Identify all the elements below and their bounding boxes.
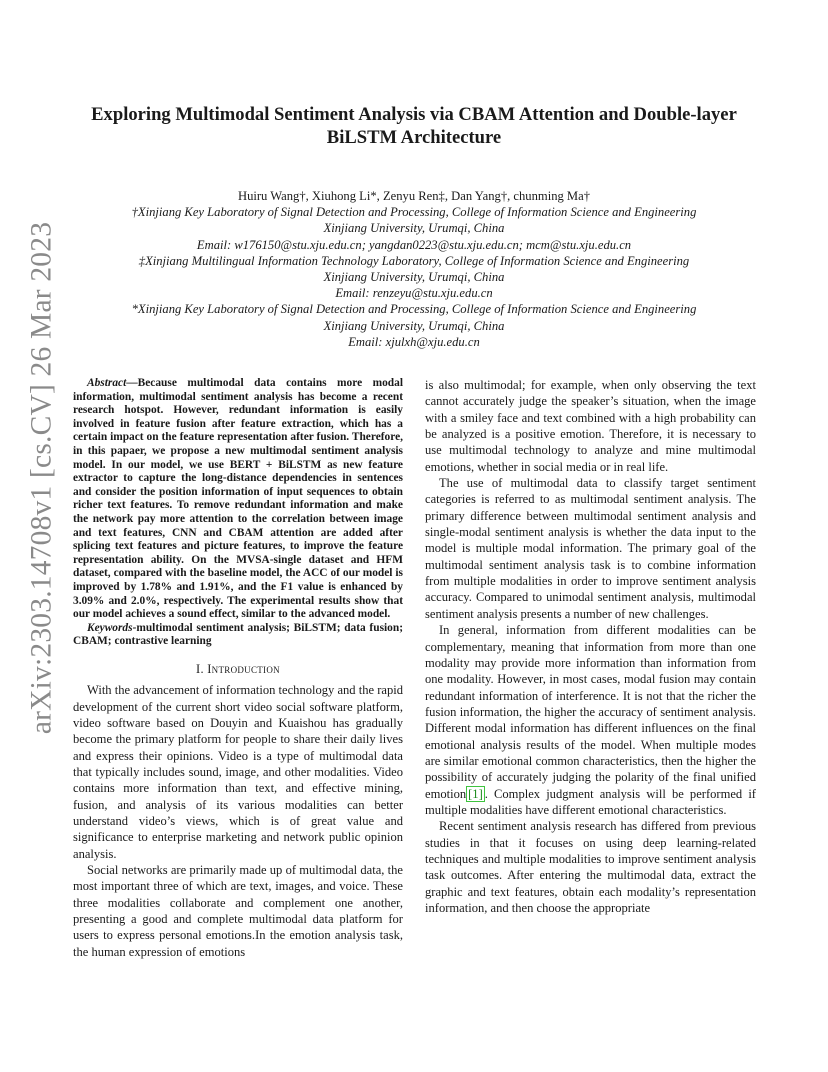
- paragraph-4-text-end: . Complex judgment analysis will be performed if multiple modalities have different emotional characteristics.: [425, 786, 756, 817]
- affiliation-3-email: Email: xjulxh@xju.edu.cn: [348, 334, 480, 349]
- paper-title: Exploring Multimodal Sentiment Analysis via CBAM Attention and Double-layer BiLSTM Architecture: [91, 104, 737, 148]
- keywords-label: Keywords-: [87, 621, 137, 634]
- affiliation-2-email: Email: renzeyu@stu.xju.edu.cn: [335, 286, 493, 301]
- affiliation-2-line-1: ‡Xinjiang Multilingual Information Technology Laboratory, College of Information Science and Engineering: [138, 253, 690, 268]
- affiliation-3-line-1: *Xinjiang Key Laboratory of Signal Detection and Processing, College of Information Science and Engineering: [131, 302, 697, 317]
- arxiv-id-text: arXiv:2303.14708v1 [cs.CV] 26 Mar 2023: [25, 221, 58, 735]
- affiliation-1-email: Email: w176150@stu.xju.edu.cn; yangdan0223@stu.xju.edu.cn; mcm@stu.xju.edu.cn: [196, 237, 632, 252]
- left-column: [73, 377, 403, 960]
- paragraph-continuation: is also multimodal; for example, when only observing the text cannot accurately judge the speaker’s situation, when the image with a smiley face and text combined with a high probability can be analyzed is a positive emotion. Therefore, it is necessary to use multimodal technology to analyze and mine multimodal emotions, whether in social media or in real life.: [425, 378, 756, 474]
- intro-paragraph-4: [425, 622, 756, 818]
- abstract-label: Abstract: [87, 377, 127, 389]
- keywords-text: multimodal sentiment analysis; BiLSTM; data fusion; CBAM; contrastive learning: [73, 621, 403, 648]
- author-list: Huiru Wang†, Xiuhong Li*, Zenyu Ren‡, Dan Yang†, chunming Ma†: [237, 189, 591, 203]
- affiliation-2-line-2: Xinjiang University, Urumqi, China: [323, 270, 505, 285]
- citation-link-1[interactable]: [1]: [468, 786, 483, 801]
- affiliation-3-line-2: Xinjiang University, Urumqi, China: [323, 318, 505, 333]
- affiliation-1-line-1: †Xinjiang Key Laboratory of Signal Detection and Processing, College of Information Science and Engineering: [131, 205, 697, 220]
- abstract-text: —Because multimodal data contains more modal information, multimodal sentiment analysis has become a recent research hotspot. However, redundant information is easily involved in feature fusion after feature extraction, which has a certain impact on the feature representation after fusion. Therefore, in this papaer, we propose a new multimodal sentiment analysis model. In our model, we use BERT + BiLSTM as new feature extractor to capture the long-distance dependencies in sentences and consider the position information of input sequences to obtain richer text features. To remove redundant information and make the network pay more attention to the correlation between image and text features, CNN and CBAM attention are added after splicing text features and picture features, to improve the feature representation ability. On the MVSA-single dataset and HFM dataset, compared with the baseline model, the ACC of our model is improved by 1.78% and 1.91%, and the F1 value is enhanced by 3.09% and 2.0%, respectively. The experimental results show that our model achieves a sound effect, similar to the advanced model.: [73, 377, 403, 621]
- intro-paragraph-3: The use of multimodal data to classify target sentiment categories is referred to as multimodal sentiment analysis. The primary difference between multimodal sentiment analysis and single-modal sentiment analysis is whether the data input to the model is multiple modal information. The primary goal of the multimodal sentiment analysis task is to combine information from multiple modalities in order to improve sentiment analysis accuracy. Compared to unimodal sentiment analysis, multimodal sentiment analysis presents a number of new challenges.: [425, 476, 756, 621]
- keywords: [73, 622, 403, 649]
- intro-paragraph-5: Recent sentiment analysis research has differed from previous studies in that it focuses on using deep learning-related techniques and multiple modalities to improve sentiment analysis task outcomes. After entering the multimodal data, extract the graphic and text features, obtain each modality’s representation information, and then choose the appropriate: [425, 819, 756, 915]
- right-column: [425, 377, 756, 916]
- abstract: [73, 377, 403, 622]
- section-heading-introduction: I. Introduction: [196, 661, 280, 676]
- intro-paragraph-1: With the advancement of information technology and the rapid development of the current short video social software platform, video software based on Douyin and Kuaishou has gradually become the primary platform for people to share their daily lives and express their opinions. Video is a type of multimodal data that typically includes sound, image, and other modalities. Video contains more information than text, and effective mining, fusion, and analysis of its various modalities can better understand video’s views, which is of great value and significance to enterprise marketing and network public opinion analysis.: [73, 683, 403, 861]
- arxiv-identifier: [0, 0, 84, 1072]
- paragraph-4-text: In general, information from different modalities can be complementary, meaning that information from more than one modality may provide more information than information from one modality. However, in most cases, modal fusion may contain redundant information of interference. It is not that the richer the fusion information, the higher the accuracy of sentiment analysis. Different modal information has different influences on the final emotional analysis results of the model. When multiple modes are similar emotional common characteristics, then the higher the possibility of accurately judging the polarity of the final unified emotion: [425, 623, 756, 801]
- intro-paragraph-2: Social networks are primarily made up of multimodal data, the most important three of which are text, images, and voice. These three modalities collaborate and complement one another, presenting a good and complete multimodal data platform for users to express personal emotions.In the emotion analysis task, the human expression of emotions: [73, 863, 403, 959]
- author-block: [60, 188, 768, 350]
- affiliation-1-line-2: Xinjiang University, Urumqi, China: [323, 221, 505, 236]
